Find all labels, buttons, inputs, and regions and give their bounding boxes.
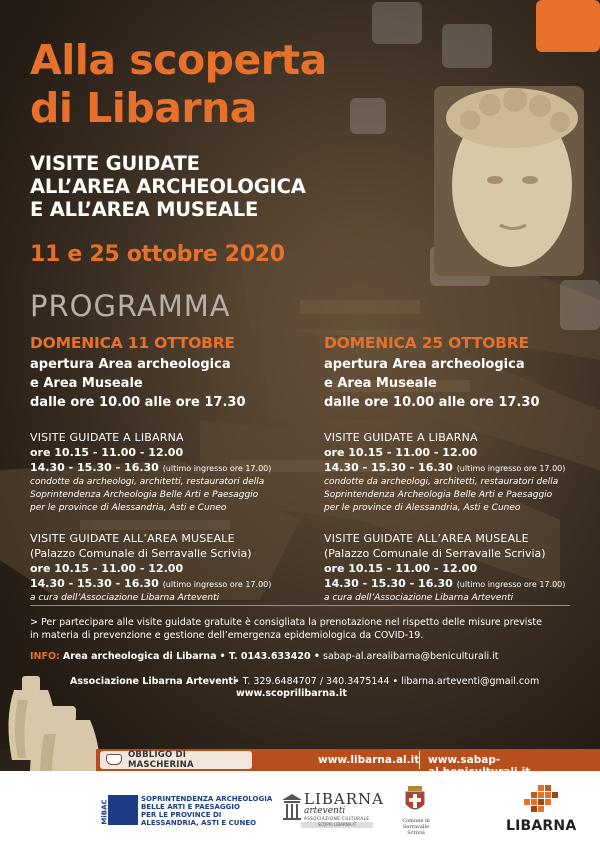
- booking-line-2: in materia di prevenzione e gestione dell’emergenza epidemiologica da COVID-19.: [30, 630, 424, 641]
- times-afternoon: [324, 460, 594, 476]
- association-website[interactable]: www.scoprilibarna.it: [236, 688, 347, 699]
- footer-separator: [419, 751, 420, 769]
- info-label: INFO:: [30, 651, 60, 662]
- museale-desc: a cura dell’Associazione Libarna Arteventi: [324, 593, 514, 603]
- section-title-museale: VISITE GUIDATE ALL’AREA MUSEALE: [30, 532, 235, 545]
- opening-line-2: e Area Museale: [30, 376, 143, 391]
- times-morning: ore 10.15 - 11.00 - 12.00: [324, 446, 478, 459]
- subtitle-line-3: E ALL’AREA MUSEALE: [30, 198, 259, 221]
- libarna-arteventi-name: LIBARNA: [304, 790, 384, 808]
- poster-subtitle: [30, 152, 306, 221]
- day-column-2: [324, 333, 594, 605]
- sopr-line-3: PER LE PROVINCE DI: [141, 811, 222, 819]
- event-dates: 11 e 25 ottobre 2020: [30, 242, 285, 267]
- libarna-assoc-label: ASSOCIAZIONE CULTURALE: [304, 816, 370, 821]
- times-afternoon-value: 14.30 - 15.30 - 16.30: [324, 461, 453, 474]
- comune-line-1: Comune di: [402, 818, 430, 824]
- day-opening-info: [324, 355, 594, 412]
- soprintendenza-label: [141, 795, 272, 827]
- comune-label: [397, 818, 435, 836]
- guide-desc-2: Soprintendenza Archeologia Belle Arti e Paesaggio: [324, 490, 553, 500]
- section-title-museale: VISITE GUIDATE ALL’AREA MUSEALE: [324, 532, 529, 545]
- day-opening-info: [30, 355, 300, 412]
- times-afternoon-value: 14.30 - 15.30 - 16.30: [324, 577, 453, 590]
- mibac-label: MiBAC: [100, 799, 109, 825]
- section-divider: [30, 605, 570, 606]
- opening-line-2: e Area Museale: [324, 376, 437, 391]
- times-morning: ore 10.15 - 11.00 - 12.00: [30, 446, 184, 459]
- association-phone-email[interactable]: • T. 329.6484707 / 340.3475144 • libarna.arteventi@gmail.com: [234, 676, 540, 687]
- museale-location: (Palazzo Comunale di Serravalle Scrivia): [30, 547, 252, 560]
- museale-location: (Palazzo Comunale di Serravalle Scrivia): [324, 547, 546, 560]
- info-email[interactable]: sabap-al.arealibarna@beniculturali.it: [322, 651, 499, 662]
- comune-line-2: Serravalle Scrivia: [402, 824, 430, 836]
- times-afternoon: [324, 576, 594, 592]
- opening-line-1: apertura Area archeologica: [324, 357, 525, 372]
- times-afternoon: [30, 460, 300, 476]
- museale-desc: a cura dell’Associazione Libarna Arteventi: [30, 593, 220, 603]
- libarna-mosaic-icon: [524, 785, 560, 815]
- times-afternoon-value: 14.30 - 15.30 - 16.30: [30, 577, 159, 590]
- times-morning: ore 10.15 - 11.00 - 12.00: [30, 562, 184, 575]
- sopr-line-1: SOPRINTENDENZA ARCHEOLOGIA: [141, 795, 273, 803]
- sopr-line-4: ALESSANDRIA, ASTI E CUNEO: [141, 819, 257, 827]
- title-line-2: di Libarna: [30, 84, 257, 132]
- booking-notice: [30, 616, 575, 642]
- guide-desc-3: per le province di Alessandria, Asti e Cuneo: [30, 503, 227, 513]
- sopr-line-2: BELLE ARTI E PAESAGGIO: [141, 803, 240, 811]
- title-line-1: Alla scoperta: [30, 36, 327, 84]
- guide-desc-3: per le province di Alessandria, Asti e Cuneo: [324, 503, 521, 513]
- association-contacts: [70, 676, 540, 699]
- opening-hours: dalle ore 10.00 alle ore 17.30: [324, 395, 540, 410]
- info-line: [30, 651, 499, 662]
- mibac-logo: [108, 795, 138, 825]
- guide-desc-2: Soprintendenza Archeologia Belle Arti e Paesaggio: [30, 490, 259, 500]
- opening-hours: dalle ore 10.00 alle ore 17.30: [30, 395, 246, 410]
- libarna-logo-text: LIBARNA: [506, 818, 577, 834]
- comune-crest-icon: [404, 786, 426, 814]
- association-name: Associazione Libarna Arteventi: [70, 676, 237, 687]
- day-column-1: [30, 333, 300, 605]
- libarna-arteventi-sub: arteventi: [304, 806, 346, 816]
- guide-desc-1: condotte da archeologi, architetti, restauratori della: [324, 477, 559, 487]
- website-libarna[interactable]: www.libarna.al.it: [318, 754, 420, 766]
- day-title: DOMENICA 11 OTTOBRE: [30, 334, 235, 352]
- day-title: DOMENICA 25 OTTOBRE: [324, 334, 529, 352]
- programma-heading: PROGRAMMA: [30, 289, 231, 323]
- poster-title: [30, 36, 327, 132]
- website-sabap[interactable]: www.sabap-: [428, 754, 501, 766]
- face-mask-icon: [106, 754, 122, 765]
- last-entry-note: (ultimo ingresso ore 17.00): [162, 464, 272, 473]
- info-place: Area archeologica di Libarna: [62, 651, 217, 662]
- section-title-libarna: VISITE GUIDATE A LIBARNA: [324, 431, 478, 444]
- subtitle-line-2: ALL’AREA ARCHEOLOGICA: [30, 175, 306, 198]
- times-afternoon-value: 14.30 - 15.30 - 16.30: [30, 461, 159, 474]
- section-title-libarna: VISITE GUIDATE A LIBARNA: [30, 431, 184, 444]
- times-morning: ore 10.15 - 11.00 - 12.00: [324, 562, 478, 575]
- booking-line-1: > Per partecipare alle visite guidate gratuite è consigliata la prenotazione nel rispetto delle misure previste: [30, 617, 542, 628]
- mask-notice: OBBLIGO DI MASCHERINA: [100, 751, 252, 769]
- last-entry-note: (ultimo ingresso ore 17.00): [456, 580, 566, 589]
- guide-desc-1: condotte da archeologi, architetti, restauratori della: [30, 477, 265, 487]
- times-afternoon: [30, 576, 300, 592]
- last-entry-note: (ultimo ingresso ore 17.00): [162, 580, 272, 589]
- opening-line-1: apertura Area archeologica: [30, 357, 231, 372]
- subtitle-line-1: VISITE GUIDATE: [30, 152, 200, 175]
- info-phone: • T. 0143.633420 •: [219, 651, 320, 662]
- last-entry-note: (ultimo ingresso ore 17.00): [456, 464, 566, 473]
- scopri-label: SCOPRI LIBARNA.IT: [301, 822, 373, 828]
